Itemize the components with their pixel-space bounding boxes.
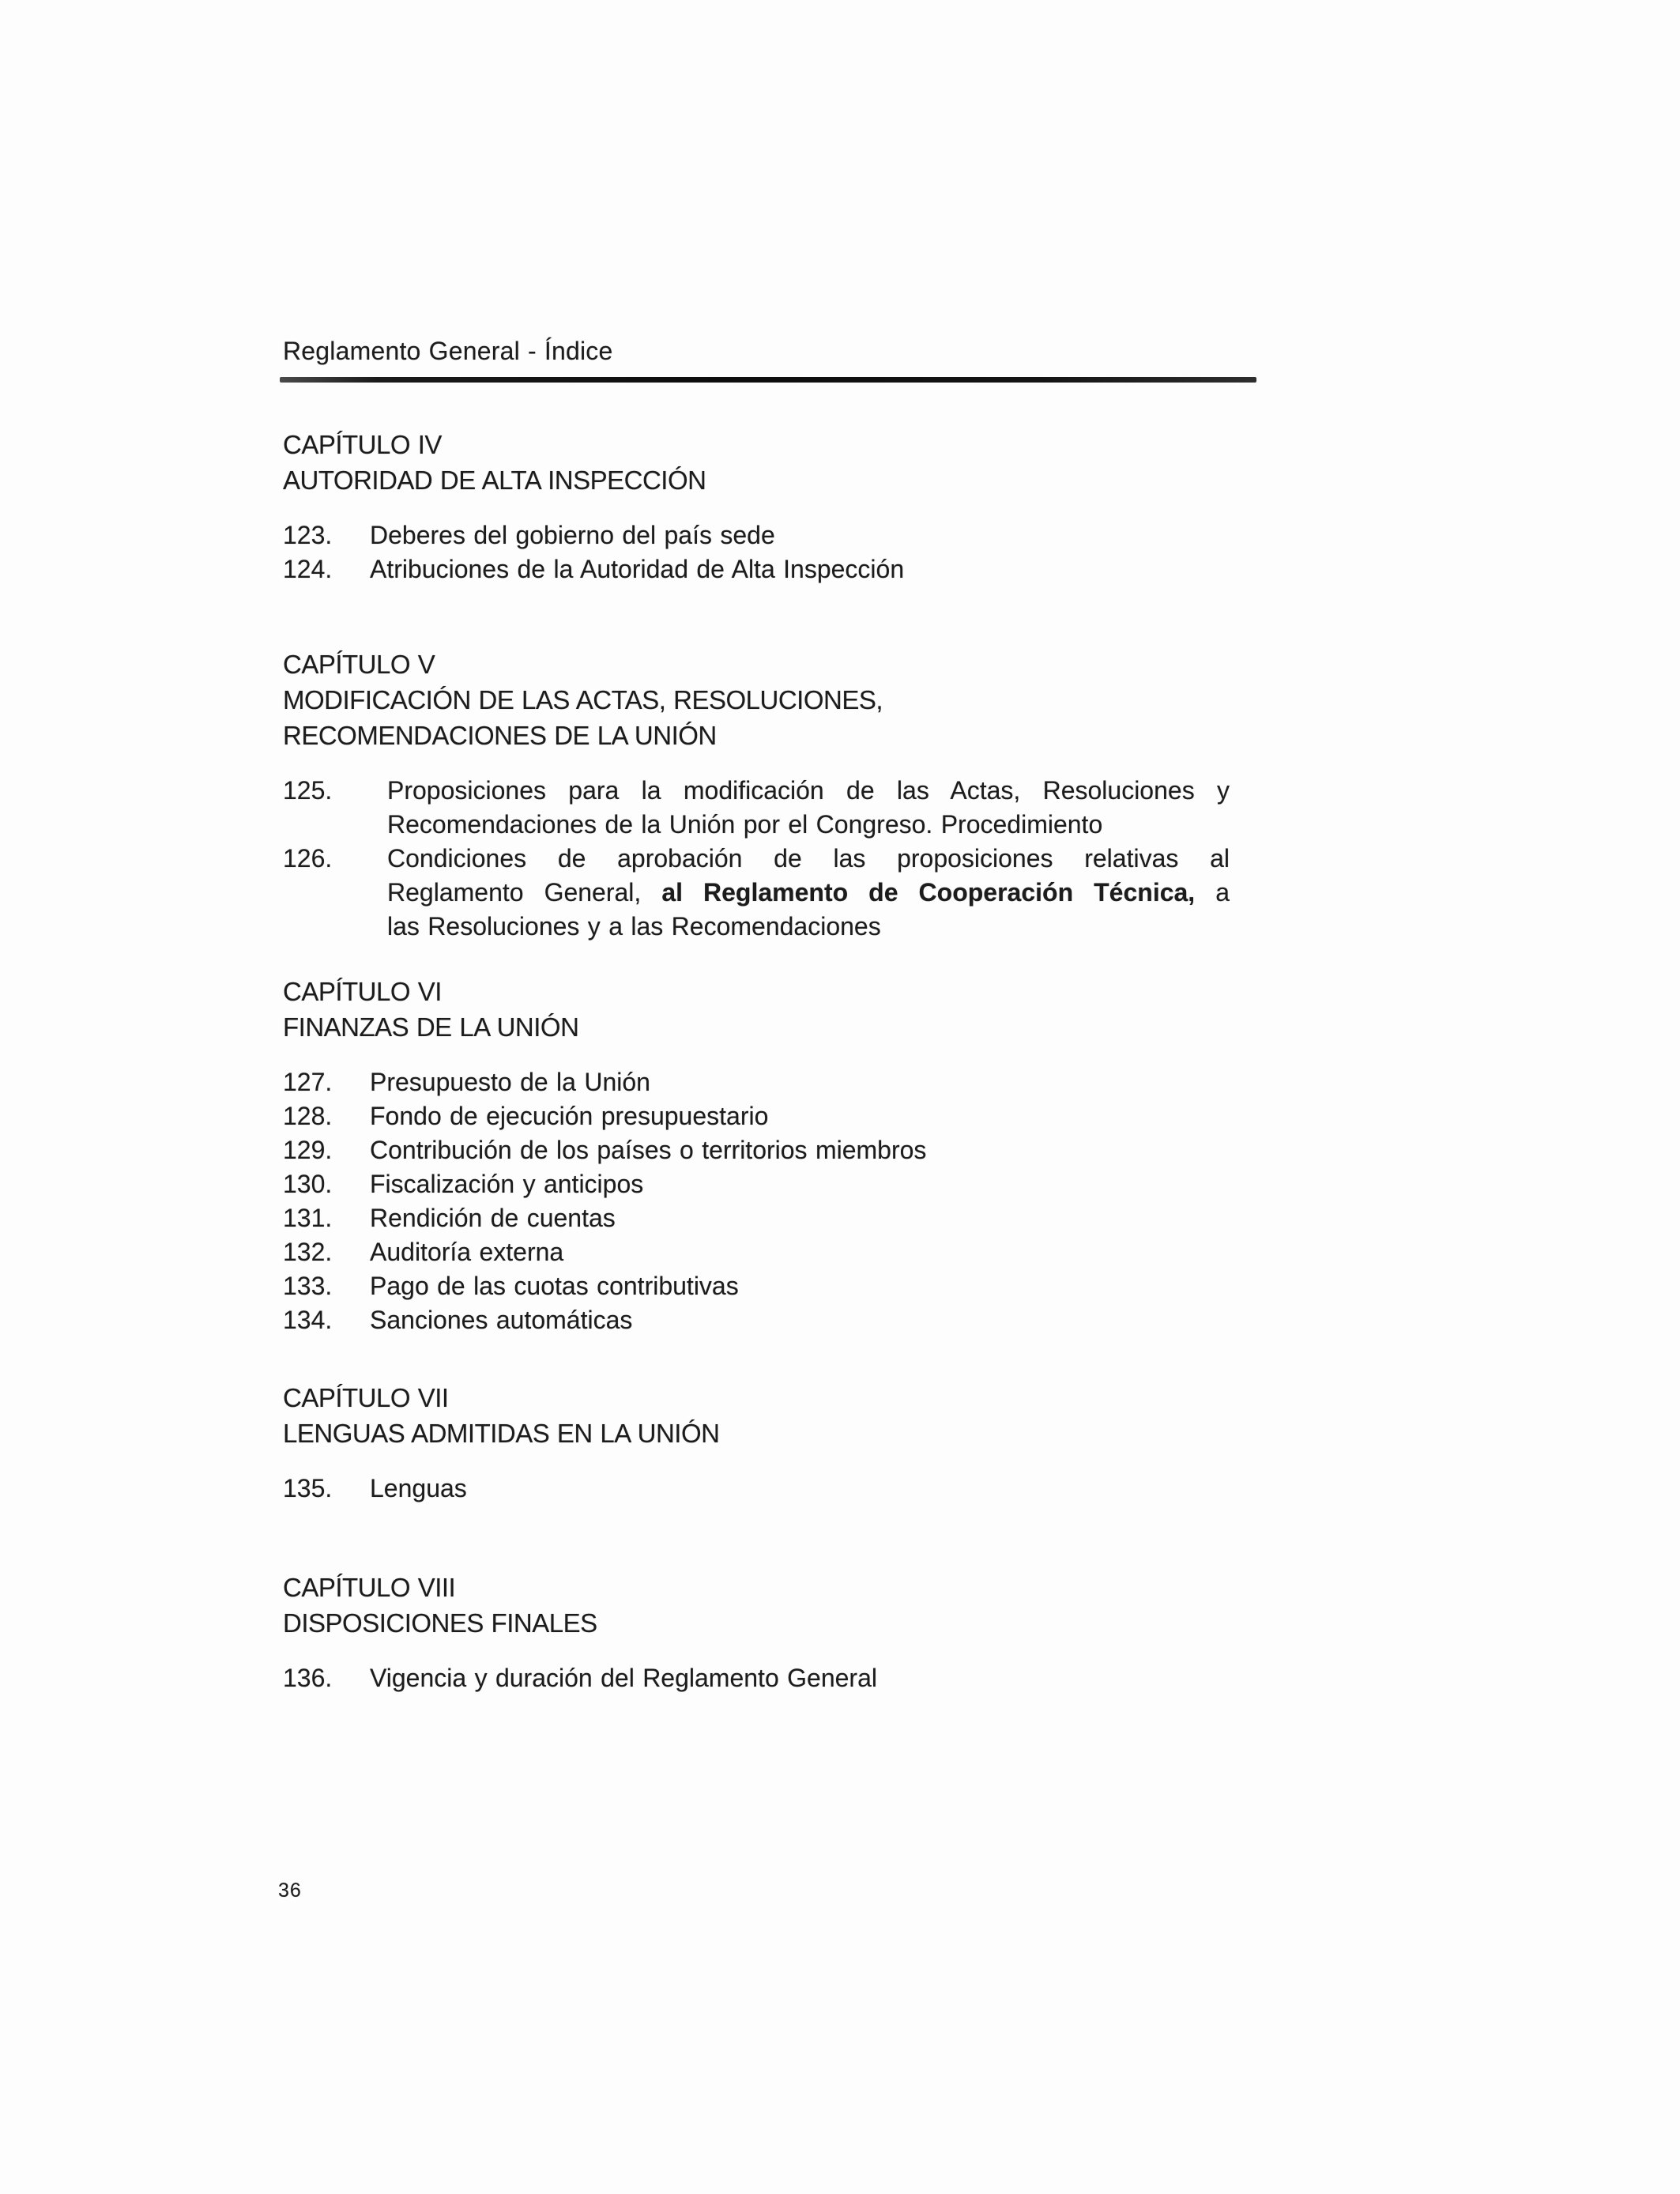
item-text-line xyxy=(370,1235,1263,1269)
chapter-title xyxy=(283,1570,1263,1641)
item-number: 131. xyxy=(283,1204,333,1232)
item-text-segment: Condiciones de aprobación de las proposiciones relativas al xyxy=(387,844,1230,873)
chapter-section xyxy=(283,427,1263,586)
item-text-segment: Contribución de los países o territorios miembros xyxy=(370,1136,927,1164)
chapter-title-line: DISPOSICIONES FINALES xyxy=(283,1608,597,1638)
item-number: 130. xyxy=(283,1170,333,1198)
item-number: 132. xyxy=(283,1238,333,1266)
item-text-line xyxy=(370,518,1263,552)
toc-item xyxy=(283,1661,1263,1695)
item-text-bold-segment: al Reglamento de Cooperación Técnica, xyxy=(661,878,1196,907)
chapter-title-line: CAPÍTULO VIII xyxy=(283,1573,456,1602)
item-text-segment: Fiscalización y anticipos xyxy=(370,1170,644,1198)
chapter-title xyxy=(283,647,1263,753)
item-text-line xyxy=(370,1269,1263,1303)
item-text-line xyxy=(387,910,1263,944)
chapter-title-line: MODIFICACIÓN DE LAS ACTAS, RESOLUCIONES, xyxy=(283,685,883,714)
toc-item xyxy=(283,774,1263,842)
item-text-segment: a xyxy=(1195,878,1230,907)
item-text-line xyxy=(370,1303,1263,1337)
item-number: 125. xyxy=(283,776,333,805)
item-number: 134. xyxy=(283,1306,333,1334)
page-header-title: Reglamento General - Índice xyxy=(283,337,613,365)
page-number: 36 xyxy=(278,1879,302,1902)
item-text xyxy=(370,1133,1263,1167)
item-text-line xyxy=(387,842,1230,876)
chapter-title-line: CAPÍTULO V xyxy=(283,650,435,679)
item-text xyxy=(370,552,1263,586)
toc-item xyxy=(283,1099,1263,1133)
item-text-segment: Fondo de ejecución presupuestario xyxy=(370,1102,769,1130)
item-text-line xyxy=(387,808,1263,842)
item-text-line xyxy=(370,1133,1263,1167)
item-text-segment: Proposiciones para la modificación de las Actas, Resoluciones y xyxy=(387,776,1230,805)
toc-item xyxy=(283,1201,1263,1235)
chapter-title-line: LENGUAS ADMITIDAS EN LA UNIÓN xyxy=(283,1419,720,1448)
item-text xyxy=(370,1235,1263,1269)
item-number: 135. xyxy=(283,1474,333,1502)
item-text xyxy=(370,1201,1263,1235)
item-text-segment: Auditoría externa xyxy=(370,1238,564,1266)
item-text-segment: Reglamento General, xyxy=(387,878,662,907)
item-text-line xyxy=(370,552,1263,586)
item-text xyxy=(370,1269,1263,1303)
chapter-title-line: RECOMENDACIONES DE LA UNIÓN xyxy=(283,721,717,750)
toc-item xyxy=(283,1472,1263,1506)
toc-item xyxy=(283,552,1263,586)
toc-item xyxy=(283,842,1263,944)
item-text-segment: las Resoluciones y a las Recomendaciones xyxy=(387,912,881,941)
item-text xyxy=(387,774,1263,842)
chapter-section xyxy=(283,647,1263,944)
toc-item xyxy=(283,1167,1263,1201)
item-number: 129. xyxy=(283,1136,333,1164)
item-text-segment: Deberes del gobierno del país sede xyxy=(370,521,775,549)
chapter-title-line: CAPÍTULO IV xyxy=(283,430,442,459)
chapter-item-list xyxy=(283,1065,1263,1337)
chapter-item-list xyxy=(283,1472,1263,1506)
item-text-line xyxy=(387,774,1230,808)
item-number: 127. xyxy=(283,1068,333,1096)
item-text-segment: Rendición de cuentas xyxy=(370,1204,616,1232)
toc-item xyxy=(283,1269,1263,1303)
chapter-section xyxy=(283,1570,1263,1695)
chapter-item-list xyxy=(283,518,1263,586)
header-divider-rule xyxy=(280,377,1256,383)
item-text xyxy=(370,518,1263,552)
toc-item xyxy=(283,1133,1263,1167)
item-text-segment: Sanciones automáticas xyxy=(370,1306,633,1334)
chapter-section xyxy=(283,974,1263,1337)
item-text-line xyxy=(370,1065,1263,1099)
item-text xyxy=(387,842,1263,944)
chapter-title-line: FINANZAS DE LA UNIÓN xyxy=(283,1012,579,1042)
toc-item xyxy=(283,1303,1263,1337)
chapter-section xyxy=(283,1380,1263,1506)
item-text xyxy=(370,1661,1263,1695)
item-text-line xyxy=(370,1472,1263,1506)
item-text-segment: Presupuesto de la Unión xyxy=(370,1068,650,1096)
toc-item xyxy=(283,1235,1263,1269)
item-text xyxy=(370,1303,1263,1337)
chapter-title xyxy=(283,1380,1263,1451)
chapter-title-line: CAPÍTULO VI xyxy=(283,977,442,1006)
item-number: 123. xyxy=(283,521,333,549)
chapter-title-line: AUTORIDAD DE ALTA INSPECCIÓN xyxy=(283,466,706,495)
chapter-title xyxy=(283,974,1263,1045)
toc-item xyxy=(283,518,1263,552)
item-number: 128. xyxy=(283,1102,333,1130)
item-text-segment: Lenguas xyxy=(370,1474,467,1502)
chapter-item-list xyxy=(283,1661,1263,1695)
item-text-segment: Vigencia y duración del Reglamento General xyxy=(370,1664,877,1692)
item-text xyxy=(370,1065,1263,1099)
item-text xyxy=(370,1167,1263,1201)
item-text-segment: Recomendaciones de la Unión por el Congreso. Procedimiento xyxy=(387,810,1103,839)
item-text-segment: Atribuciones de la Autoridad de Alta Inspección xyxy=(370,555,905,583)
item-text xyxy=(370,1099,1263,1133)
item-number: 133. xyxy=(283,1272,333,1300)
item-number: 124. xyxy=(283,555,333,583)
toc-item xyxy=(283,1065,1263,1099)
chapter-title xyxy=(283,427,1263,498)
item-text-segment: Pago de las cuotas contributivas xyxy=(370,1272,739,1300)
item-text xyxy=(370,1472,1263,1506)
item-number: 126. xyxy=(283,844,333,873)
item-text-line xyxy=(370,1661,1263,1695)
item-number: 136. xyxy=(283,1664,333,1692)
item-text-line xyxy=(370,1201,1263,1235)
item-text-line xyxy=(370,1099,1263,1133)
item-text-line xyxy=(370,1167,1263,1201)
chapter-title-line: CAPÍTULO VII xyxy=(283,1383,449,1412)
chapter-item-list xyxy=(283,774,1263,944)
item-text-line xyxy=(387,876,1230,910)
